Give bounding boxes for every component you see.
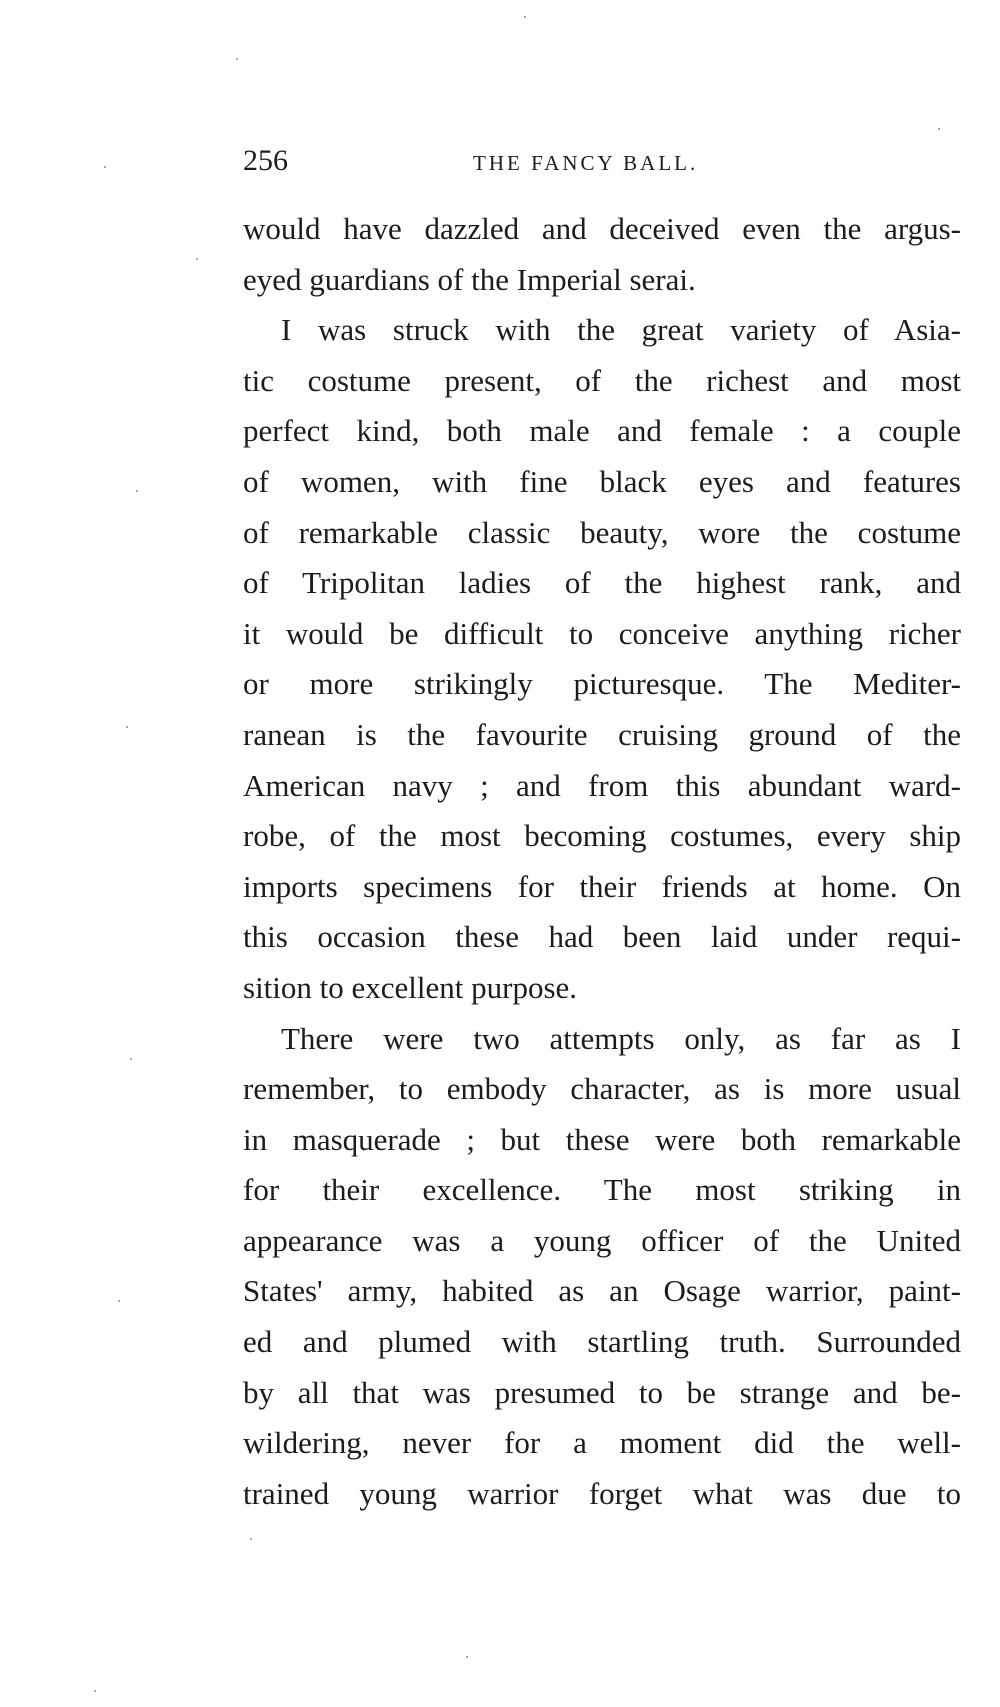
text-line: eyed guardians of the Imperial serai.: [243, 261, 696, 297]
paper-speck: [250, 1538, 252, 1540]
text-line: There were two attempts only, as far as I: [281, 1020, 961, 1056]
paper-speck: [466, 1656, 468, 1658]
paragraph-2: [243, 305, 961, 1013]
text-line: of remarkable classic beauty, wore the costume: [243, 514, 961, 550]
paper-speck: [196, 258, 198, 260]
text-line: this occasion these had been laid under requi-: [243, 919, 961, 955]
text-line: trained young warrior forget what was due to: [243, 1475, 961, 1511]
text-line: appearance was a young officer of the United: [243, 1222, 961, 1258]
text-line: or more strikingly picturesque. The Mediter-: [243, 666, 961, 702]
paper-speck: [126, 726, 128, 728]
text-line: imports specimens for their friends at home. On: [243, 868, 961, 904]
paper-speck: [104, 166, 106, 168]
paper-speck: [130, 1058, 132, 1060]
text-line: I was struck with the great variety of Asia-: [281, 312, 961, 348]
text-line: American navy ; and from this abundant ward-: [243, 767, 961, 803]
text-line: of women, with fine black eyes and features: [243, 463, 961, 499]
running-title: THE FANCY BALL.: [473, 151, 699, 175]
text-line: sition to excellent purpose.: [243, 969, 578, 1005]
paper-speck: [236, 58, 238, 60]
page-header: [243, 140, 961, 182]
paper-speck: [118, 1300, 120, 1302]
text-line: perfect kind, both male and female : a couple: [243, 413, 961, 449]
text-line: for their excellence. The most striking in: [243, 1172, 961, 1208]
text-line: wildering, never for a moment did the well-: [243, 1425, 961, 1461]
text-line: ed and plumed with startling truth. Surrounded: [243, 1324, 961, 1360]
text-line: ranean is the favourite cruising ground of the: [243, 716, 961, 752]
text-line: States' army, habited as an Osage warrior, paint-: [243, 1273, 961, 1309]
paragraph-3: [243, 1014, 961, 1520]
page-number: 256: [243, 144, 288, 177]
paragraph-1: [243, 204, 961, 305]
text-line: it would be difficult to conceive anything richer: [243, 615, 961, 651]
text-line: in masquerade ; but these were both remarkable: [243, 1121, 961, 1157]
text-line: remember, to embody character, as is more usual: [243, 1071, 961, 1107]
body-text: [243, 204, 961, 1519]
text-line: would have dazzled and deceived even the argus-: [243, 211, 961, 246]
paper-speck: [136, 490, 138, 492]
paper-speck: [524, 16, 526, 18]
text-line: of Tripolitan ladies of the highest rank, and: [243, 565, 961, 601]
text-line: by all that was presumed to be strange and be-: [243, 1374, 961, 1410]
paper-speck: [94, 1690, 96, 1692]
text-line: robe, of the most becoming costumes, every ship: [243, 818, 961, 854]
text-line: tic costume present, of the richest and most: [243, 362, 961, 398]
paper-speck: [938, 128, 940, 130]
